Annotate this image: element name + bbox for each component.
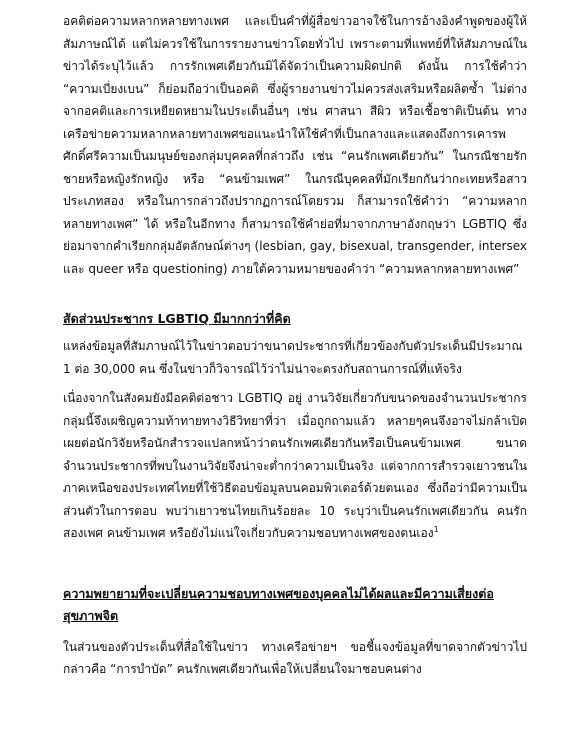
section-heading-conversion-therapy: ความพยายามที่จะเปลี่ยนความชอบทางเพศของบุคคลไม่ได้ผลและมีความเสี่ยงต่อสุขภาพจิต [63, 585, 494, 623]
paragraph-research-methodology [63, 387, 527, 545]
document-page [63, 10, 527, 740]
paragraph-conversion-therapy: ในส่วนของตัวประเด็นที่สื่อใช้ในข่าว ทางเครือข่ายฯ ขอชี้แจงข้อมูลที่ขาดจากตัวข่าวไป กล่าวคือ “การบำบัด” คนรักเพศเดียวกันเพื่อให้เปลี่ยนใจมาชอบคนต่าง [63, 639, 527, 676]
paragraph-population-estimate: แหล่งข้อมูลที่สัมภาษณ์ไว้ในข่าวตอบว่าขนาดประชากรที่เกี่ยวข้องกับตัวประเด็นมีประมาณ 1 ต่อ 30,000 คน ซึ่งในข่าวก็วิจารณ์ไว้ว่าไม่น่าจะตรงกับสถานการณ์ที่แท้จริง [63, 339, 523, 376]
footnote-marker: 1 [433, 525, 439, 534]
paragraph-research-methodology-text: เนื่องจากในสังคมยังมีอคติต่อชาว LGBTIQ อยู่ งานวิจัยเกี่ยวกับขนาดของจำนวนประชากรกลุ่มนี้จึงเผชิญความท้าทายทางวิธีวิทยาที่ว่า เมื่อถูกถามแล้ว หลายๆคนจึงอาจไม่กล้าเปิดเผยต่อนักวิจัยหรือนักสำรวจแปลกหน้าว่าตนรักเพศเดียวกันหรือเป็นคนข้ามเพศ ขนาดจำนวนประชากรที่พบในงานวิจัยจึงน่าจะต่ำกว่าความเป็นจริง แต่จากการสำรวจเยาวชนในภาคเหนือของประเทศไทยที่ใช้วิธีตอบข้อมูลบนคอมพิวเตอร์ด้วยตนเอง ซึ่งถือว่ามีความเป็นส่วนตัวในการตอบ พบว่าเยาวชนไทยเกินร้อยละ 10 ระบุว่าเป็นคนรักเพศเดียวกัน คนรักสองเพศ คนข้ามเพศ หรือยังไม่แน่ใจเกี่ยวกับความชอบทางเพศของตนเอง [63, 391, 527, 540]
section-heading-lgbtiq-population: สัดส่วนประชากร LGBTIQ มีมากกว่าที่คิด [63, 311, 291, 326]
paragraph-intro-bias: อคติต่อความหลากหลายทางเพศ และเป็นคำที่ผู้สื่อข่าวอาจใช้ในการอ้างอิงคำพูดของผู้ให้สัมภาษณ์ได้ แต่ไม่ควรใช้ในการรายงานข่าวโดยทั่วไป เพราะตามที่แพทย์ที่ให้สัมภาษณ์ในข่าวได้ระบุไว้แล้ว การรักเพศเดียวกันมิได้จัดว่าเป็นความผิดปกติ ดังนั้น การใช้คำว่า “ความเบี่ยงเบน” ก็ย่อมถือว่าเป็นอคติ ซึ่งผู้รายงานข่าวไม่ควรส่งเสริมหรือผลิตซ้ำ ไม่ต่างจากอคติและการเหยียดหยามในประเด็นอื่นๆ เช่น ศาสนา สีผิว หรือเชื้อชาติเป็นต้น ทางเครือข่ายความหลากหลายทางเพศขอแนะนำให้ใช้คำที่เป็นกลางและแสดงถึงการเคารพศักดิ์ศรีความเป็นมนุษย์ของกลุ่มบุคคลที่กล่าวถึง เช่น “คนรักเพศเดียวกัน” ในกรณีชายรักชายหรือหญิงรักหญิง หรือ “คนข้ามเพศ” ในกรณีบุคคลที่มักเรียกกันว่ากะเทยหรือสาวประเภทสอง หรือในการกล่าวถึงปรากฏการณ์โดยรวม ก็สามารถใช้คำว่า “ความหลากหลายทางเพศ” ได้ หรือในอีกทาง ก็สามารถใช้คำย่อที่มาจากภาษาอังกฤษว่า LGBTIQ ซึ่งย่อมาจากคำเรียกกลุ่มอัตลักษณ์ต่างๆ (lesbian, gay, bisexual, transgender, intersex และ queer หรือ questioning) ภายใต้ความหมายของคำว่า “ความหลากหลายทางเพศ” [63, 14, 527, 276]
